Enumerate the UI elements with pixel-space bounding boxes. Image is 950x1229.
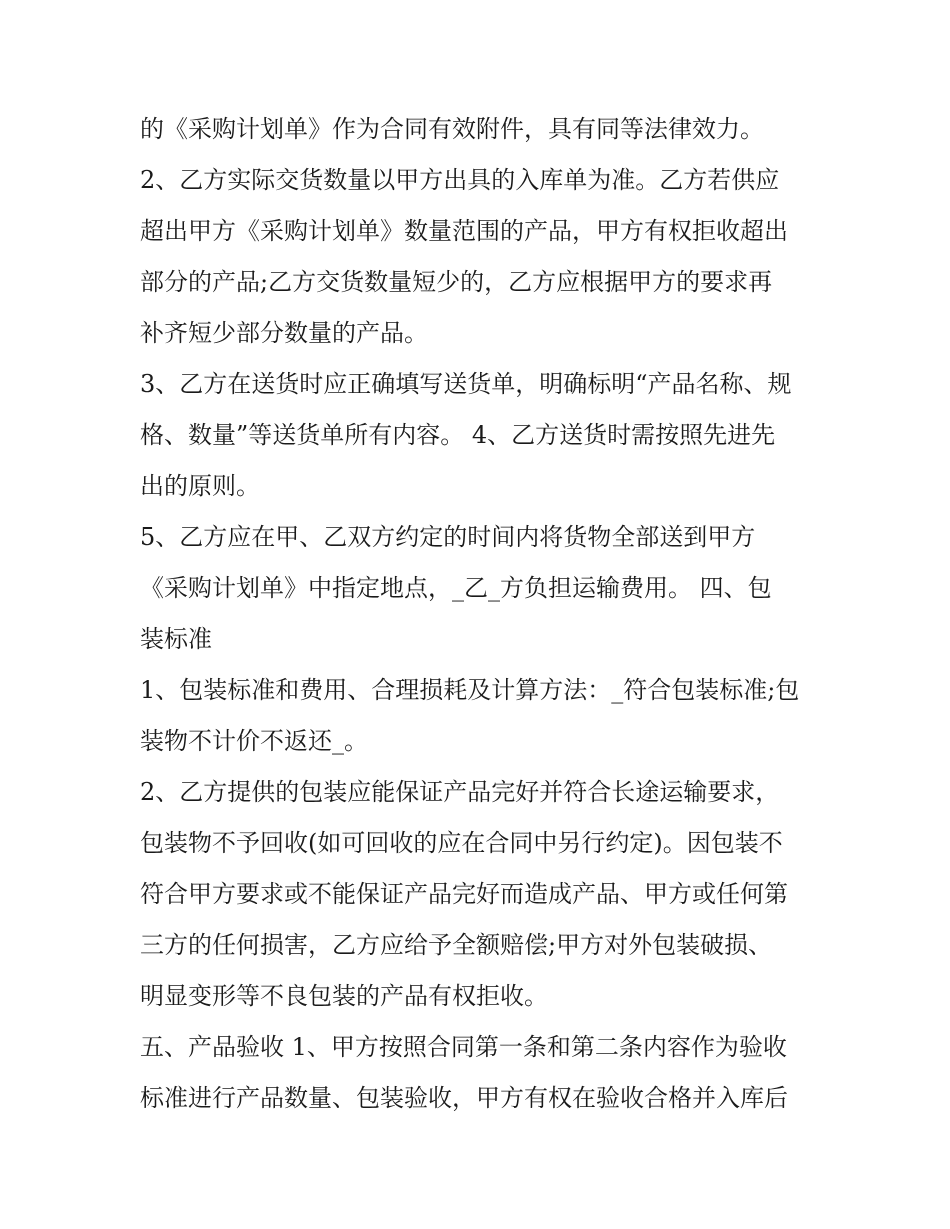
- text-line: 部分的产品;乙方交货数量短少的，乙方应根据甲方的要求再: [140, 268, 773, 296]
- text-line: 装标准: [140, 625, 212, 653]
- text-line: 2、乙方实际交货数量以甲方出具的入库单为准。乙方若供应: [140, 166, 780, 194]
- text-line: 明显变形等不良包装的产品有权拒收。: [140, 982, 548, 1010]
- text-line: 包装物不予回收(如可回收的应在合同中另行约定)。因包装不: [140, 829, 783, 857]
- text-line: 五、产品验收 1、甲方按照合同第一条和第二条内容作为验收: [140, 1033, 787, 1061]
- text-line: 三方的任何损害，乙方应给予全额赔偿;甲方对外包装破损、: [140, 931, 773, 959]
- text-line: 2、乙方提供的包装应能保证产品完好并符合长途运输要求，: [140, 778, 780, 806]
- text-line: 标准进行产品数量、包装验收，甲方有权在验收合格并入库后: [140, 1084, 788, 1112]
- text-line: 补齐短少部分数量的产品。: [140, 319, 428, 347]
- contract-body-text: [140, 104, 830, 1124]
- text-line: 3、乙方在送货时应正确填写送货单，明确标明“产品名称、规: [140, 370, 792, 398]
- text-line: 1、包装标准和费用、合理损耗及计算方法：_符合包装标准;包: [140, 676, 800, 704]
- text-line: 超出甲方《采购计划单》数量范围的产品，甲方有权拒收超出: [140, 217, 788, 245]
- text-line: 符合甲方要求或不能保证产品完好而造成产品、甲方或任何第: [140, 880, 788, 908]
- text-line: 《采购计划单》中指定地点，_乙_方负担运输费用。 四、包: [140, 574, 772, 602]
- text-line: 的《采购计划单》作为合同有效附件，具有同等法律效力。: [140, 115, 764, 143]
- text-line: 出的原则。: [140, 472, 260, 500]
- text-line: 5、乙方应在甲、乙双方约定的时间内将货物全部送到甲方: [140, 523, 756, 551]
- text-line: 格、数量”等送货单所有内容。 4、乙方送货时需按照先进先: [140, 421, 776, 449]
- text-line: 装物不计价不返还_。: [140, 727, 368, 755]
